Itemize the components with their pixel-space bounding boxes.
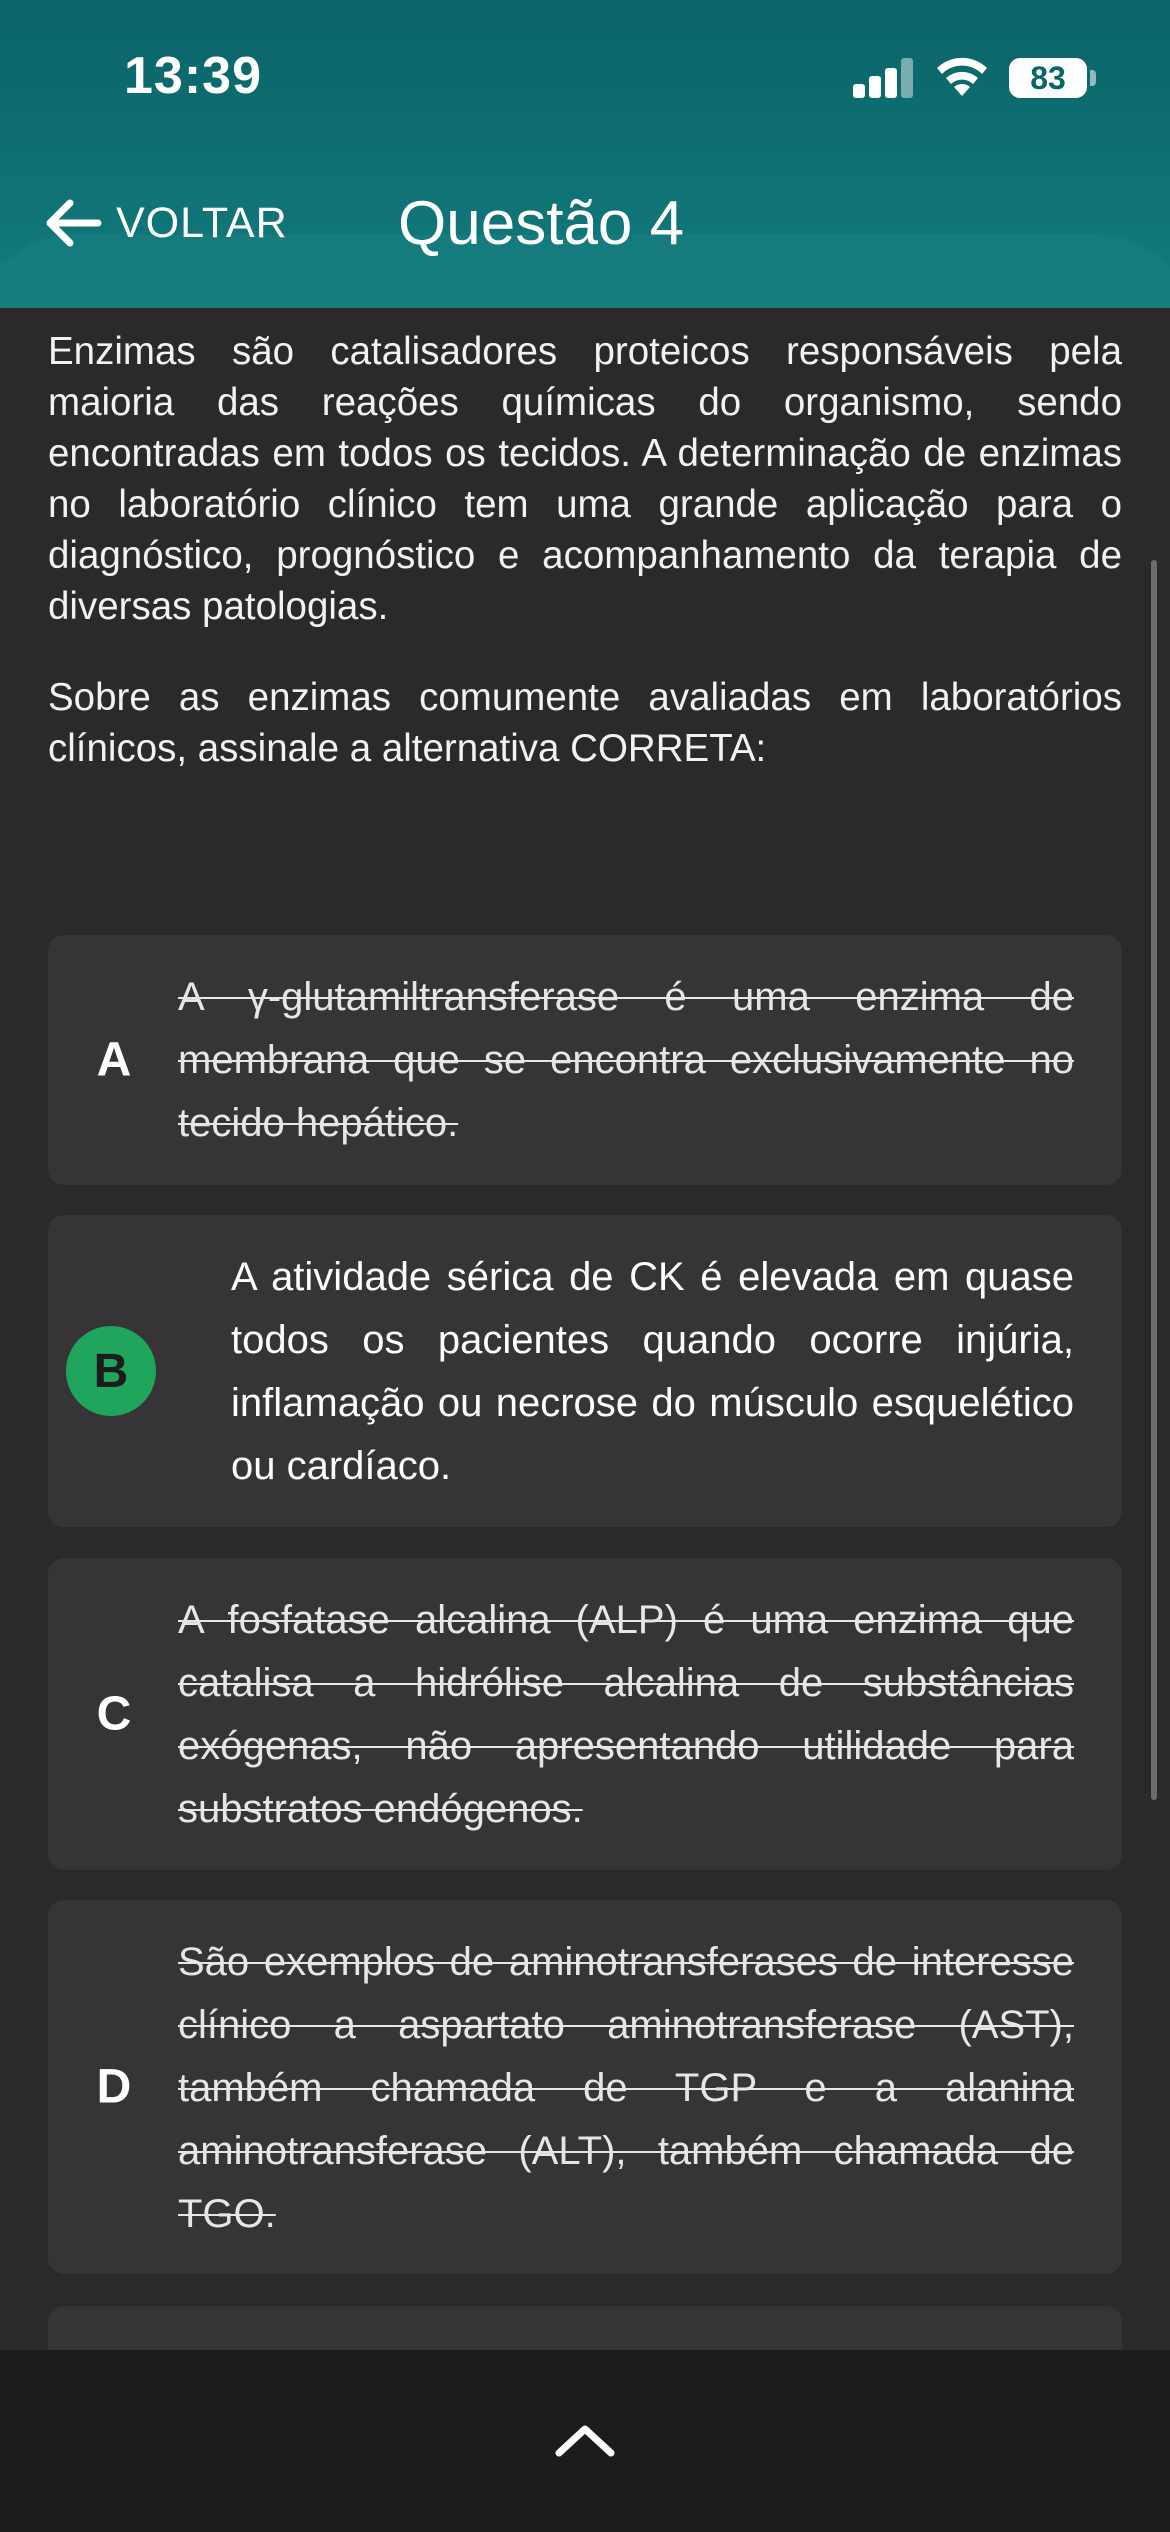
option-letter: C xyxy=(96,1687,132,1741)
option-text: A fosfatase alcalina (ALP) é uma enzima que catalisa a hidrólise alcalina de substâncias exógenas, não apresentando utilidade para substratos endógenos. xyxy=(178,1598,1074,1831)
battery-indicator: 83 xyxy=(1009,58,1087,98)
option-d[interactable] xyxy=(48,1900,1122,2274)
scrollbar[interactable] xyxy=(1151,560,1157,1800)
back-label: VOLTAR xyxy=(116,198,288,247)
back-button[interactable] xyxy=(44,190,288,256)
option-text: São exemplos de aminotransferases de interesse clínico a aspartato aminotransferase (AST), também chamada de TGP e a alanina aminotransferase (ALT), também chamada de TGO. xyxy=(178,1940,1074,2236)
option-letter-selected: B xyxy=(66,1326,156,1416)
option-c[interactable] xyxy=(48,1558,1122,1870)
arrow-left-icon xyxy=(44,198,102,248)
option-letter: D xyxy=(96,2060,132,2114)
question-prompt: Sobre as enzimas comumente avaliadas em laboratórios clínicos, assinale a alternativa CORRETA: xyxy=(48,676,1122,770)
cellular-signal-icon xyxy=(853,58,915,98)
question-text xyxy=(48,326,1122,774)
option-text: A γ-glutamiltransferase é uma enzima de membrana que se encontra exclusivamente no tecido hepático. xyxy=(178,975,1074,1145)
option-letter: A xyxy=(96,1033,132,1087)
option-a[interactable] xyxy=(48,935,1122,1185)
option-text: A atividade sérica de CK é elevada em quase todos os pacientes quando ocorre injúria, inflamação ou necrose do músculo esquelético ou cardíaco. xyxy=(231,1255,1074,1488)
status-time: 13:39 xyxy=(124,47,262,105)
chevron-up-icon[interactable] xyxy=(554,2422,616,2458)
option-b[interactable] xyxy=(48,1215,1122,1527)
page-title: Questão 4 xyxy=(398,189,685,258)
question-paragraph: Enzimas são catalisadores proteicos responsáveis pela maioria das reações químicas do organismo, sendo encontradas em todos os tecidos. A determinação de enzimas no laboratório clínico tem uma grande aplicação para o diagnóstico, prognóstico e acompanhamento da terapia de diversas patologias. xyxy=(48,330,1122,628)
wifi-icon xyxy=(934,54,990,98)
battery-tip xyxy=(1090,70,1096,86)
